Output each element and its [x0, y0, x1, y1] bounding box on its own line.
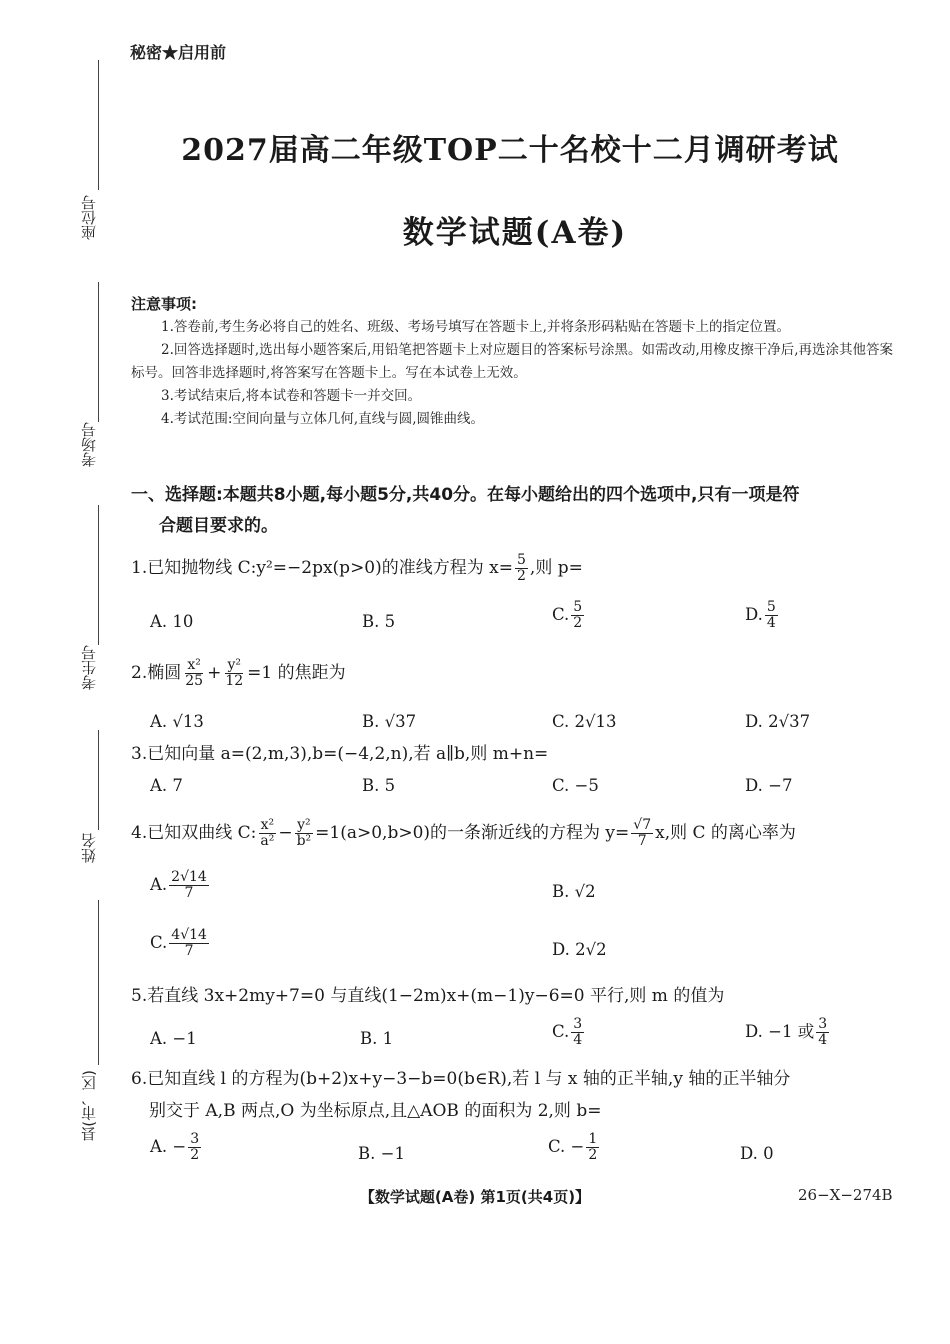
q1-fraction-numerator: 5 [517, 552, 526, 568]
notice-item: 2.回答选择题时,选出每小题答案后,用铅笔把答题卡上对应题目的答案标号涂黑。如需改动,用橡皮擦干净后,再选涂其他答案标号。回答非选择题时,将答案写在答题卡上。写在本试卷上无效。 [131, 342, 894, 381]
binding-line [98, 900, 99, 1065]
q4-fx-numerator: x² [260, 817, 275, 833]
q2-fraction-y [223, 658, 245, 689]
q6-c-numerator: 1 [588, 1131, 598, 1147]
q5-option-d-fraction [816, 1017, 829, 1048]
q2-option-d: D. 2√37 [745, 712, 811, 731]
q2-stem-text: 2.椭圆 [131, 663, 182, 683]
seat-number-label: 座位号 [80, 195, 98, 240]
q4-option-c-fraction [169, 928, 209, 959]
q1-option-a: A. 10 [150, 612, 194, 631]
page-footer: 【数学试题(A卷) 第1页(共4页)】 [359, 1188, 591, 1206]
q2-fy-numerator: y² [227, 657, 241, 673]
q4-option-c [150, 928, 350, 959]
q5-d-numerator: 3 [818, 1016, 828, 1032]
q6-stem-line1: 6.已知直线 l 的方程为(b+2)x+y−3−b=0(b∈R),若 l 与 x 轴的正半轴,y 轴的正半轴分 [131, 1069, 791, 1089]
q2-option-c: C. 2√13 [552, 712, 617, 731]
q4-stem-tail: x,则 C 的离心率为 [655, 823, 796, 843]
q5-option-c [552, 1017, 672, 1048]
student-number-label: 考生号 [80, 645, 98, 690]
q4-slope-numerator: √7 [633, 817, 652, 833]
confidential-mark: 秘密★启用前 [130, 43, 227, 62]
section-heading-line2: 合题目要求的。 [159, 516, 278, 536]
q4-a-numerator: 2√14 [171, 869, 207, 885]
notice-heading: 注意事项: [131, 295, 197, 313]
q6-option-b: B. −1 [358, 1144, 405, 1163]
q6-option-a [150, 1132, 290, 1163]
q4-fy-denominator: b² [296, 833, 312, 849]
q1-option-d-fraction [765, 600, 778, 631]
q1-fraction-denominator: 2 [517, 568, 526, 584]
q1-c-denominator: 2 [573, 615, 583, 631]
q4-option-b: B. √2 [552, 882, 596, 901]
q6-option-c [548, 1132, 688, 1163]
q4-stem-text: 4.已知双曲线 C: [131, 823, 257, 843]
q3-option-c: C. −5 [552, 776, 599, 795]
q4-fy-numerator: y² [297, 817, 311, 833]
question-1-stem [131, 553, 901, 584]
q2-fy-denominator: 12 [225, 673, 244, 689]
question-5-stem: 5.若直线 3x+2my+7=0 与直线(1−2m)x+(m−1)y−6=0 平行,则 m 的值为 [131, 986, 725, 1006]
notice-item: 1.答卷前,考生务必将自己的姓名、班级、考场号填写在答题卡上,并将条形码粘贴在答题卡上的指定位置。 [161, 319, 790, 335]
q4-fraction-y [295, 818, 314, 849]
q5-option-b: B. 1 [360, 1029, 394, 1048]
section-heading-line1: 一、选择题:本题共8小题,每小题5分,共40分。在每小题给出的四个选项中,只有一项是符 [131, 485, 800, 505]
question-2-stem [131, 658, 901, 689]
q3-option-d: D. −7 [745, 776, 793, 795]
q4-option-a-fraction [169, 870, 209, 901]
q4-slope-denominator: 7 [637, 833, 647, 849]
q1-option-d [745, 600, 865, 631]
q6-stem-line2: 别交于 A,B 两点,O 为坐标原点,且△AOB 的面积为 2,则 b= [149, 1101, 602, 1121]
q4-option-a-label: A. [150, 875, 168, 894]
q1-fraction [515, 553, 528, 584]
q5-option-c-fraction [571, 1017, 584, 1048]
q1-stem-tail: ,则 p= [529, 558, 583, 578]
q4-fx-denominator: a² [260, 833, 275, 849]
q4-option-c-label: C. [150, 933, 168, 952]
q1-option-c-fraction [571, 600, 584, 631]
q5-option-d-label: D. −1 或 [745, 1022, 815, 1041]
section-heading [131, 480, 901, 542]
question-6-stem [131, 1065, 906, 1125]
question-4-stem [131, 818, 911, 849]
q2-stem-tail: =1 的焦距为 [247, 663, 346, 683]
name-label: 姓名 [80, 833, 98, 863]
q6-option-a-fraction [188, 1132, 201, 1163]
q2-option-b: B. √37 [362, 712, 417, 731]
q6-option-d: D. 0 [740, 1144, 774, 1163]
q6-option-c-fraction [586, 1132, 599, 1163]
notice-list [131, 316, 901, 431]
q4-fraction-slope [631, 818, 653, 849]
q1-option-d-label: D. [745, 605, 763, 624]
exam-title: 2027届高二年级TOP二十名校十二月调研考试 [181, 133, 839, 168]
notice-item: 4.考试范围:空间向量与立体几何,直线与圆,圆锥曲线。 [161, 411, 485, 427]
q4-c-denominator: 7 [184, 943, 194, 959]
binding-line [98, 505, 99, 645]
q6-a-denominator: 2 [190, 1147, 200, 1163]
binding-line [98, 282, 99, 422]
q3-option-a: A. 7 [150, 776, 183, 795]
q5-option-a: A. −1 [150, 1029, 197, 1048]
exam-subtitle: 数学试题(A卷) [402, 215, 628, 251]
q1-d-numerator: 5 [766, 599, 776, 615]
q1-c-numerator: 5 [573, 599, 583, 615]
q5-c-denominator: 4 [573, 1032, 583, 1048]
q5-option-c-label: C. [552, 1022, 570, 1041]
q2-fx-denominator: 25 [185, 673, 204, 689]
q1-option-c-label: C. [552, 605, 570, 624]
q6-option-c-label: C. − [548, 1137, 585, 1156]
q2-option-a: A. √13 [150, 712, 204, 731]
q5-c-numerator: 3 [573, 1016, 583, 1032]
q2-plus: + [207, 663, 222, 683]
notice-item: 3.考试结束后,将本试卷和答题卡一并交回。 [161, 388, 422, 404]
q1-d-denominator: 4 [766, 615, 776, 631]
paper-code: 26−X−274B [798, 1186, 893, 1204]
county-label: 县(市、区) [80, 1070, 98, 1142]
q6-option-a-label: A. − [150, 1137, 187, 1156]
q4-option-a [150, 870, 350, 901]
question-3-stem: 3.已知向量 a=(2,m,3),b=(−4,2,n),若 a∥b,则 m+n= [131, 744, 549, 764]
q4-c-numerator: 4√14 [171, 927, 207, 943]
q4-fraction-x [258, 818, 276, 849]
q3-option-b: B. 5 [362, 776, 396, 795]
q1-option-c [552, 600, 672, 631]
binding-line [98, 730, 99, 830]
q1-option-b: B. 5 [362, 612, 396, 631]
q1-stem-text: 1.已知抛物线 C:y²=−2px(p>0)的准线方程为 x= [131, 558, 513, 578]
q2-fx-numerator: x² [187, 657, 201, 673]
q6-c-denominator: 2 [588, 1147, 598, 1163]
q4-option-d: D. 2√2 [552, 940, 607, 959]
q4-a-denominator: 7 [184, 885, 194, 901]
q6-a-numerator: 3 [190, 1131, 200, 1147]
binding-line [98, 60, 99, 190]
exam-room-label: 考场号 [80, 422, 98, 467]
q4-stem-middle: =1(a>0,b>0)的一条渐近线的方程为 y= [315, 823, 630, 843]
q5-option-d [745, 1017, 885, 1048]
q5-d-denominator: 4 [818, 1032, 828, 1048]
q2-fraction-x [183, 658, 205, 689]
q4-minus: − [278, 823, 293, 843]
